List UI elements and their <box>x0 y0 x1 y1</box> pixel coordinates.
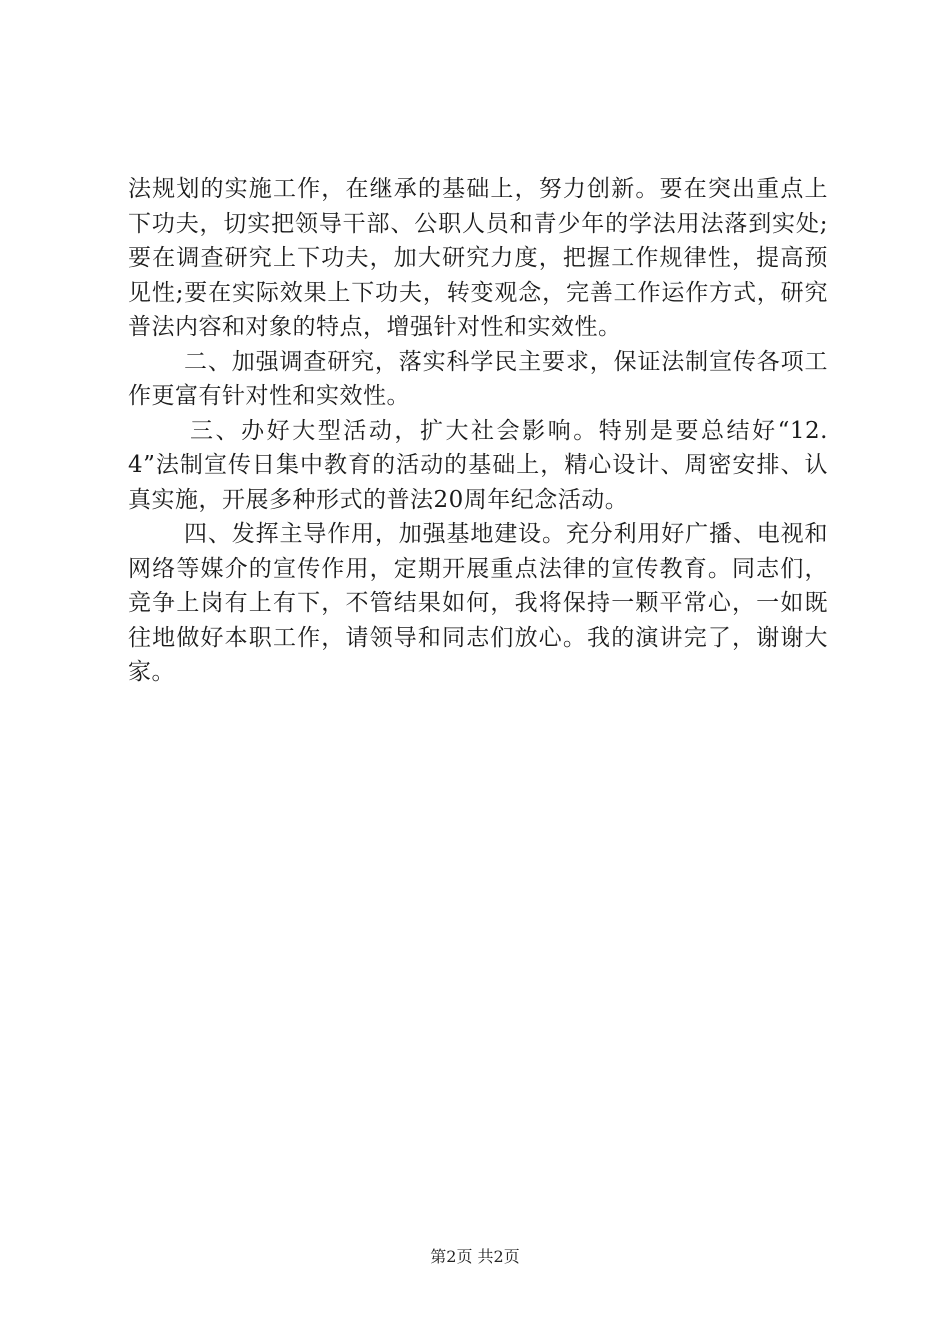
paragraph-section-three: 三、办好大型活动，扩大社会影响。特别是要总结好“12.4”法制宣传日集中教育的活动的基础上，精心设计、周密安排、认真实施，开展多种形式的普法20周年纪念活动。 <box>128 417 828 513</box>
paragraph-continuation: 法规划的实施工作，在继承的基础上，努力创新。要在突出重点上下功夫，切实把领导干部、公职人员和青少年的学法用法落到实处;要在调查研究上下功夫，加大研究力度，把握工作规律性，提高预见性;要在实际效果上下功夫，转变观念，完善工作运作方式，研究普法内容和对象的特点，增强针对性和实效性。 <box>128 176 828 340</box>
paragraph-section-four: 四、发挥主导作用，加强基地建设。充分利用好广播、电视和网络等媒介的宣传作用，定期开展重点法律的宣传教育。同志们，竞争上岗有上有下，不管结果如何，我将保持一颗平常心，一如既往地做好本职工作，请领导和同志们放心。我的演讲完了，谢谢大家。 <box>128 521 828 685</box>
document-body <box>128 172 828 690</box>
paragraph-section-two: 二、加强调查研究，落实科学民主要求，保证法制宣传各项工作更富有针对性和实效性。 <box>128 348 828 409</box>
page-footer: 第2页 共2页 <box>430 1247 520 1266</box>
